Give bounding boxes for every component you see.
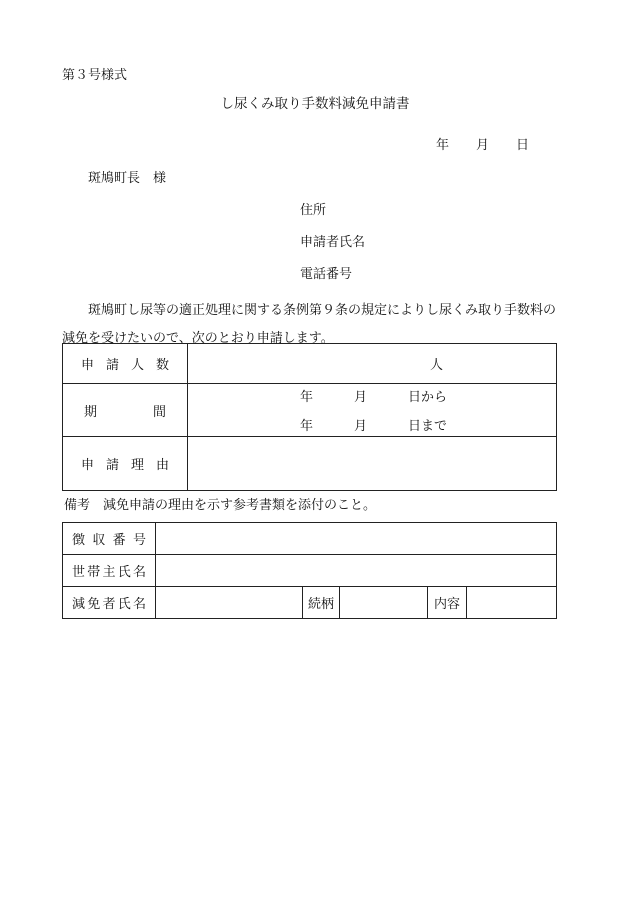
collection-number-row: [63, 523, 557, 555]
collection-number-cell[interactable]: [156, 523, 557, 555]
period-label: 期 間: [63, 384, 188, 437]
phone-label: 電話番号: [300, 267, 353, 282]
details-cell[interactable]: [467, 587, 557, 619]
collection-number-label: 徴 収 番 号: [63, 523, 156, 555]
applicant-count-row: [63, 344, 557, 384]
household-head-cell[interactable]: [156, 555, 557, 587]
reason-label: 申 請 理 由: [63, 437, 188, 491]
addressee: 斑鳩町長 様: [88, 171, 167, 186]
details-label: 内容: [428, 587, 467, 619]
form-number: 第３号様式: [62, 68, 128, 83]
application-table: [62, 343, 557, 491]
office-use-table: [62, 522, 557, 619]
applicant-count-cell[interactable]: [188, 344, 557, 384]
exempted-person-cell[interactable]: [156, 587, 303, 619]
household-head-row: [63, 555, 557, 587]
relationship-cell[interactable]: [340, 587, 428, 619]
count-unit: 人: [429, 358, 443, 373]
note: 備考 減免申請の理由を示す参考書類を添付のこと。: [64, 498, 377, 513]
request-statement: 斑鳩町し尿等の適正処理に関する条例第９条の規定によりし尿くみ取り手数料の減免を受けたいので、次のとおり申請します。: [62, 303, 557, 346]
document-title: し尿くみ取り手数料減免申請書: [220, 96, 410, 112]
reason-cell[interactable]: [188, 437, 557, 491]
applicant-name-label: 申請者氏名: [300, 235, 366, 250]
household-head-label: 世 帯 主 氏 名: [63, 555, 156, 587]
period-to: 年 月 日まで: [300, 419, 448, 434]
reason-row: [63, 437, 557, 491]
relationship-label: 続柄: [303, 587, 340, 619]
applicant-count-label: 申 請 人 数: [63, 344, 188, 384]
date-day: 日: [516, 138, 530, 153]
date-month: 月: [476, 138, 490, 153]
period-from: 年 月 日から: [300, 390, 448, 405]
exempted-person-label: 減 免 者 氏 名: [63, 587, 156, 619]
exempted-person-row: [63, 587, 557, 619]
period-cell[interactable]: [188, 384, 557, 437]
date-year: 年: [436, 138, 450, 153]
period-row: [63, 384, 557, 437]
submission-date: [436, 139, 529, 152]
address-label: 住所: [300, 203, 327, 218]
